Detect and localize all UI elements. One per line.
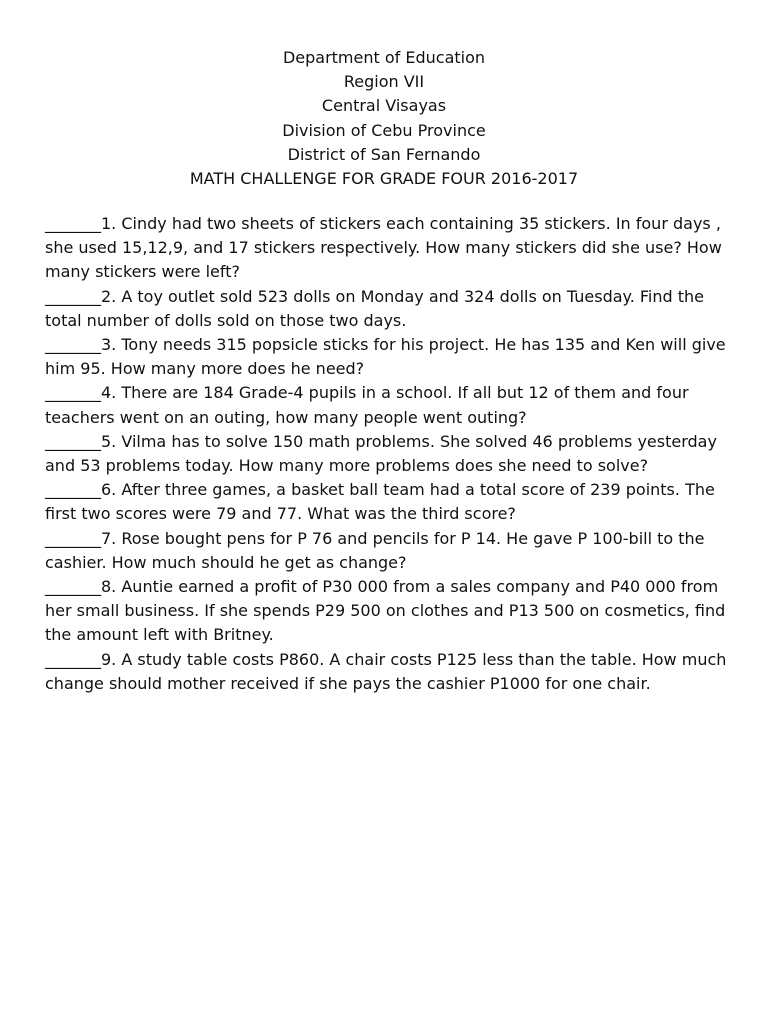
document-header [0,46,768,191]
question-1: _______1. Cindy had two sheets of stickers each containing 35 stickers. In four days , she used 15,12,9, and 17 stickers respectively. How many stickers did she use? How many stickers were left? [45,214,722,282]
header-region: Region VII [343,72,425,92]
question-6: _______6. After three games, a basket ball team had a total score of 239 points. The first two scores were 79 and 77. What was the third score? [45,480,715,524]
question-3: _______3. Tony needs 315 popsicle sticks for his project. He has 135 and Ken will give him 95. How many more does he need? [45,335,726,379]
question-5: _______5. Vilma has to solve 150 math problems. She solved 46 problems yesterday and 53 problems today. How many more problems does she need to solve? [45,431,717,476]
header-district: District of San Fernando [287,144,481,164]
header-department: Department of Education [282,48,486,67]
header-area: Central Visayas [321,96,447,116]
header-division: Division of Cebu Province [282,120,486,140]
question-9: _______9. A study table costs P860. A chair costs P125 less than the table. How much change should mother received if she pays the cashier P1000 for one chair. [45,649,727,693]
document-title: MATH CHALLENGE FOR GRADE FOUR 2016-2017 [189,169,579,189]
question-list [45,212,735,696]
question-8: _______8. Auntie earned a profit of P30 000 from a sales company and P40 000 from her small business. If she spends P29 500 on clothes and P13 500 on cosmetics, find the amount left with Britney. [45,577,726,645]
question-4: _______4. There are 184 Grade-4 pupils in a school. If all but 12 of them and four teachers went on an outing, how many people went outing? [45,383,689,427]
question-7: _______7. Rose bought pens for P 76 and pencils for P 14. He gave P 100-bill to the cashier. How much should he get as change? [45,528,705,572]
question-2: _______2. A toy outlet sold 523 dolls on Monday and 324 dolls on Tuesday. Find the total number of dolls sold on those two days. [45,286,705,330]
